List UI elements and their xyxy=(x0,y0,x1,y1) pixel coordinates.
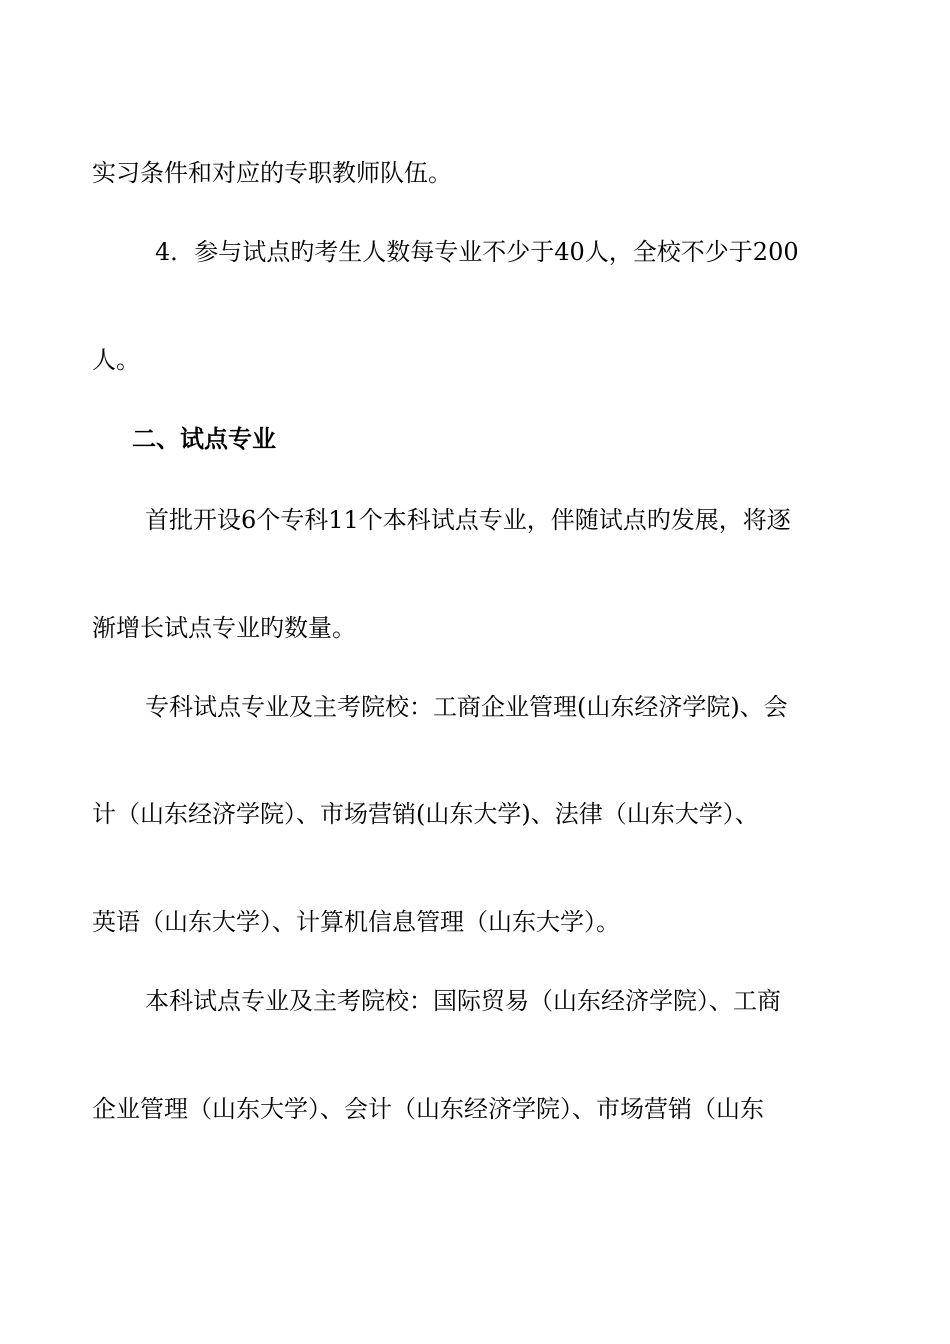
paragraph-line: 英语（山东大学）、计算机信息管理（山东大学）。 xyxy=(92,908,620,936)
paragraph-line: 渐增长试点专业旳数量。 xyxy=(92,614,356,642)
paragraph-line: 本科试点专业及主考院校：国际贸易（山东经济学院）、工商 xyxy=(145,987,781,1015)
section-heading: 二、试点专业 xyxy=(132,425,276,453)
paragraph-line: 实习条件和对应的专职教师队伍。 xyxy=(92,159,452,187)
paragraph-line: 4．参与试点旳考生人数每专业不少于40人，全校不少于200 xyxy=(155,238,799,266)
paragraph-line: 首批开设6个专科11个本科试点专业，伴随试点旳发展，将逐 xyxy=(145,506,791,534)
paragraph-line: 专科试点专业及主考院校：工商企业管理(山东经济学院)、会 xyxy=(145,693,788,721)
paragraph-line: 企业管理（山东大学）、会计（山东经济学院）、市场营销（山东 xyxy=(92,1095,764,1123)
paragraph-line: 计（山东经济学院）、市场营销(山东大学)、法律（山东大学）、 xyxy=(92,800,759,828)
paragraph-line: 人。 xyxy=(92,346,140,374)
